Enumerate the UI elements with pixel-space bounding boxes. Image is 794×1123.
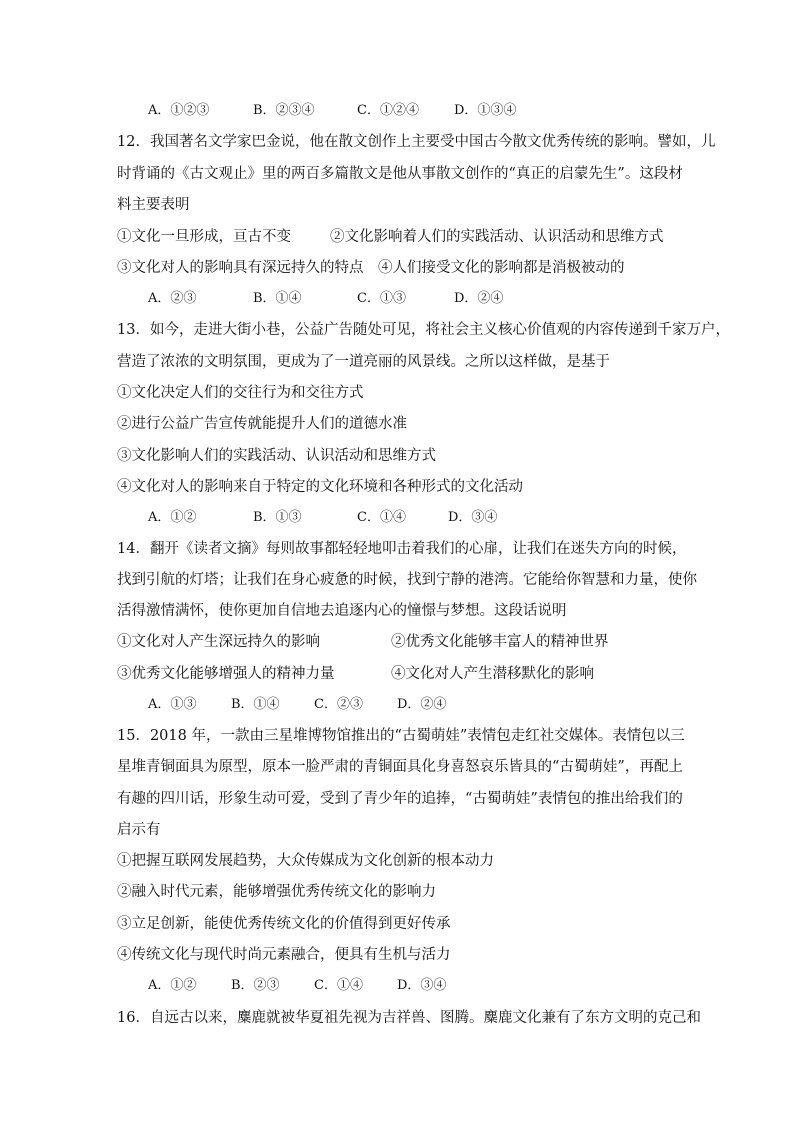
q12-stem-line-2: 时背诵的《古文观止》里的两百多篇散文是他从事散文创作的“真正的启蒙先生”。这段材: [117, 166, 683, 182]
q11-option-d: D．①③④: [454, 103, 517, 118]
q15-option-d: D．③④: [397, 978, 447, 993]
q15-stem-line-4: 启示有: [117, 822, 161, 838]
q14-option-d: D．②④: [397, 697, 447, 712]
q12-statement-3: ③文化对人的影响具有深远持久的特点: [117, 260, 364, 276]
q12-option-a: A．②③: [148, 291, 197, 306]
q11-option-a: A．①②③: [148, 103, 210, 118]
q14-stem-line-2: 找到引航的灯塔；让我们在身心疲惫的时候，找到宁静的港湾。它能给你智慧和力量，使你: [117, 572, 697, 588]
q14-statement-1: ①文化对人产生深远持久的影响: [117, 634, 320, 650]
q14-statement-2: ②优秀文化能够丰富人的精神世界: [391, 634, 609, 650]
q13-statement-4: ④文化对人的影响来自于特定的文化环境和各种形式的文化活动: [117, 479, 523, 495]
q15-stem-line-1: 15．2018 年，一款由三星堆博物馆推出的“古蜀萌娃”表情包走红社交媒体。表情包以三: [117, 728, 685, 744]
q13-stem-line-1: 13．如今，走进大街小巷，公益广告随处可见，将社会主义核心价值观的内容传递到千家万户，: [117, 322, 730, 338]
q13-statement-1: ①文化决定人们的交往行为和交往方式: [117, 385, 364, 401]
q15-statement-3: ③立足创新，能使优秀传统文化的价值得到更好传承: [117, 916, 451, 932]
q15-stem-line-2: 星堆青铜面具为原型，原本一脸严肃的青铜面具化身喜怒哀乐皆具的“古蜀萌娃”，再配上: [117, 759, 683, 775]
q13-statement-2: ②进行公益广告宣传就能提升人们的道德水准: [117, 416, 407, 432]
q13-option-c: C．①④: [357, 510, 406, 525]
q13-options: [117, 508, 697, 528]
q12-option-c: C．①③: [357, 291, 406, 306]
q15-statement-4: ④传统文化与现代时尚元素融合，便具有生机与活力: [117, 947, 451, 963]
q12-option-b: B．①④: [253, 291, 302, 306]
q11-option-b: B．②③④: [253, 103, 315, 118]
q12-stem-line-3: 料主要表明: [117, 197, 190, 213]
q15-stem-line-3: 有趣的四川话，形象生动可爱，受到了青少年的追捧，“古蜀萌娃”表情包的推出给我们的: [117, 791, 683, 807]
q15-option-c: C．①④: [314, 978, 363, 993]
q14-statement-4: ④文化对人产生潜移默化的影响: [391, 666, 594, 682]
q15-option-a: A．①②: [148, 978, 197, 993]
q14-option-b: B．①④: [231, 697, 280, 712]
q14-option-a: A．①③: [148, 697, 197, 712]
q12-options: [117, 289, 697, 309]
q13-option-b: B．①③: [253, 510, 302, 525]
q13-option-d: D．③④: [448, 510, 498, 525]
q12-statement-2: ②文化影响着人们的实践活动、认识活动和思维方式: [330, 229, 664, 245]
q13-stem-line-2: 营造了浓浓的文明氛围，更成为了一道亮丽的风景线。之所以这样做，是基于: [117, 354, 610, 370]
q15-statement-1: ①把握互联网发展趋势，大众传媒成为文化创新的根本动力: [117, 853, 494, 869]
q12-statement-4: ④人们接受文化的影响都是消极被动的: [378, 260, 625, 276]
q14-options: [117, 695, 697, 715]
q13-statement-3: ③文化影响人们的实践活动、认识活动和思维方式: [117, 448, 436, 464]
q15-option-b: B．②③: [231, 978, 280, 993]
q13-option-a: A．①②: [148, 510, 197, 525]
q16-stem-line-1: 16．自远古以来，麋鹿就被华夏祖先视为吉祥兽、图腾。麋鹿文化兼有了东方文明的克己和: [117, 1010, 701, 1026]
q14-statement-3: ③优秀文化能够增强人的精神力量: [117, 666, 335, 682]
q14-option-c: C．②③: [314, 697, 363, 712]
q12-option-d: D．②④: [454, 291, 504, 306]
q15-options: [117, 976, 697, 996]
q14-stem-line-3: 活得激情满怀，使你更加自信地去追逐内心的憧憬与梦想。这段话说明: [117, 603, 567, 619]
q15-statement-2: ②融入时代元素，能够增强优秀传统文化的影响力: [117, 884, 436, 900]
q12-statement-1: ①文化一旦形成，亘古不变: [117, 229, 291, 245]
q12-stem-line-1: 12．我国著名文学家巴金说，他在散文创作上主要受中国古今散文优秀传统的影响。譬如，儿: [117, 134, 716, 150]
q11-option-c: C．①②④: [357, 103, 419, 118]
q11-options: [117, 101, 697, 121]
q14-stem-line-1: 14．翻开《读者文摘》每则故事都轻轻地叩击着我们的心扉，让我们在迷失方向的时候，: [117, 541, 687, 557]
